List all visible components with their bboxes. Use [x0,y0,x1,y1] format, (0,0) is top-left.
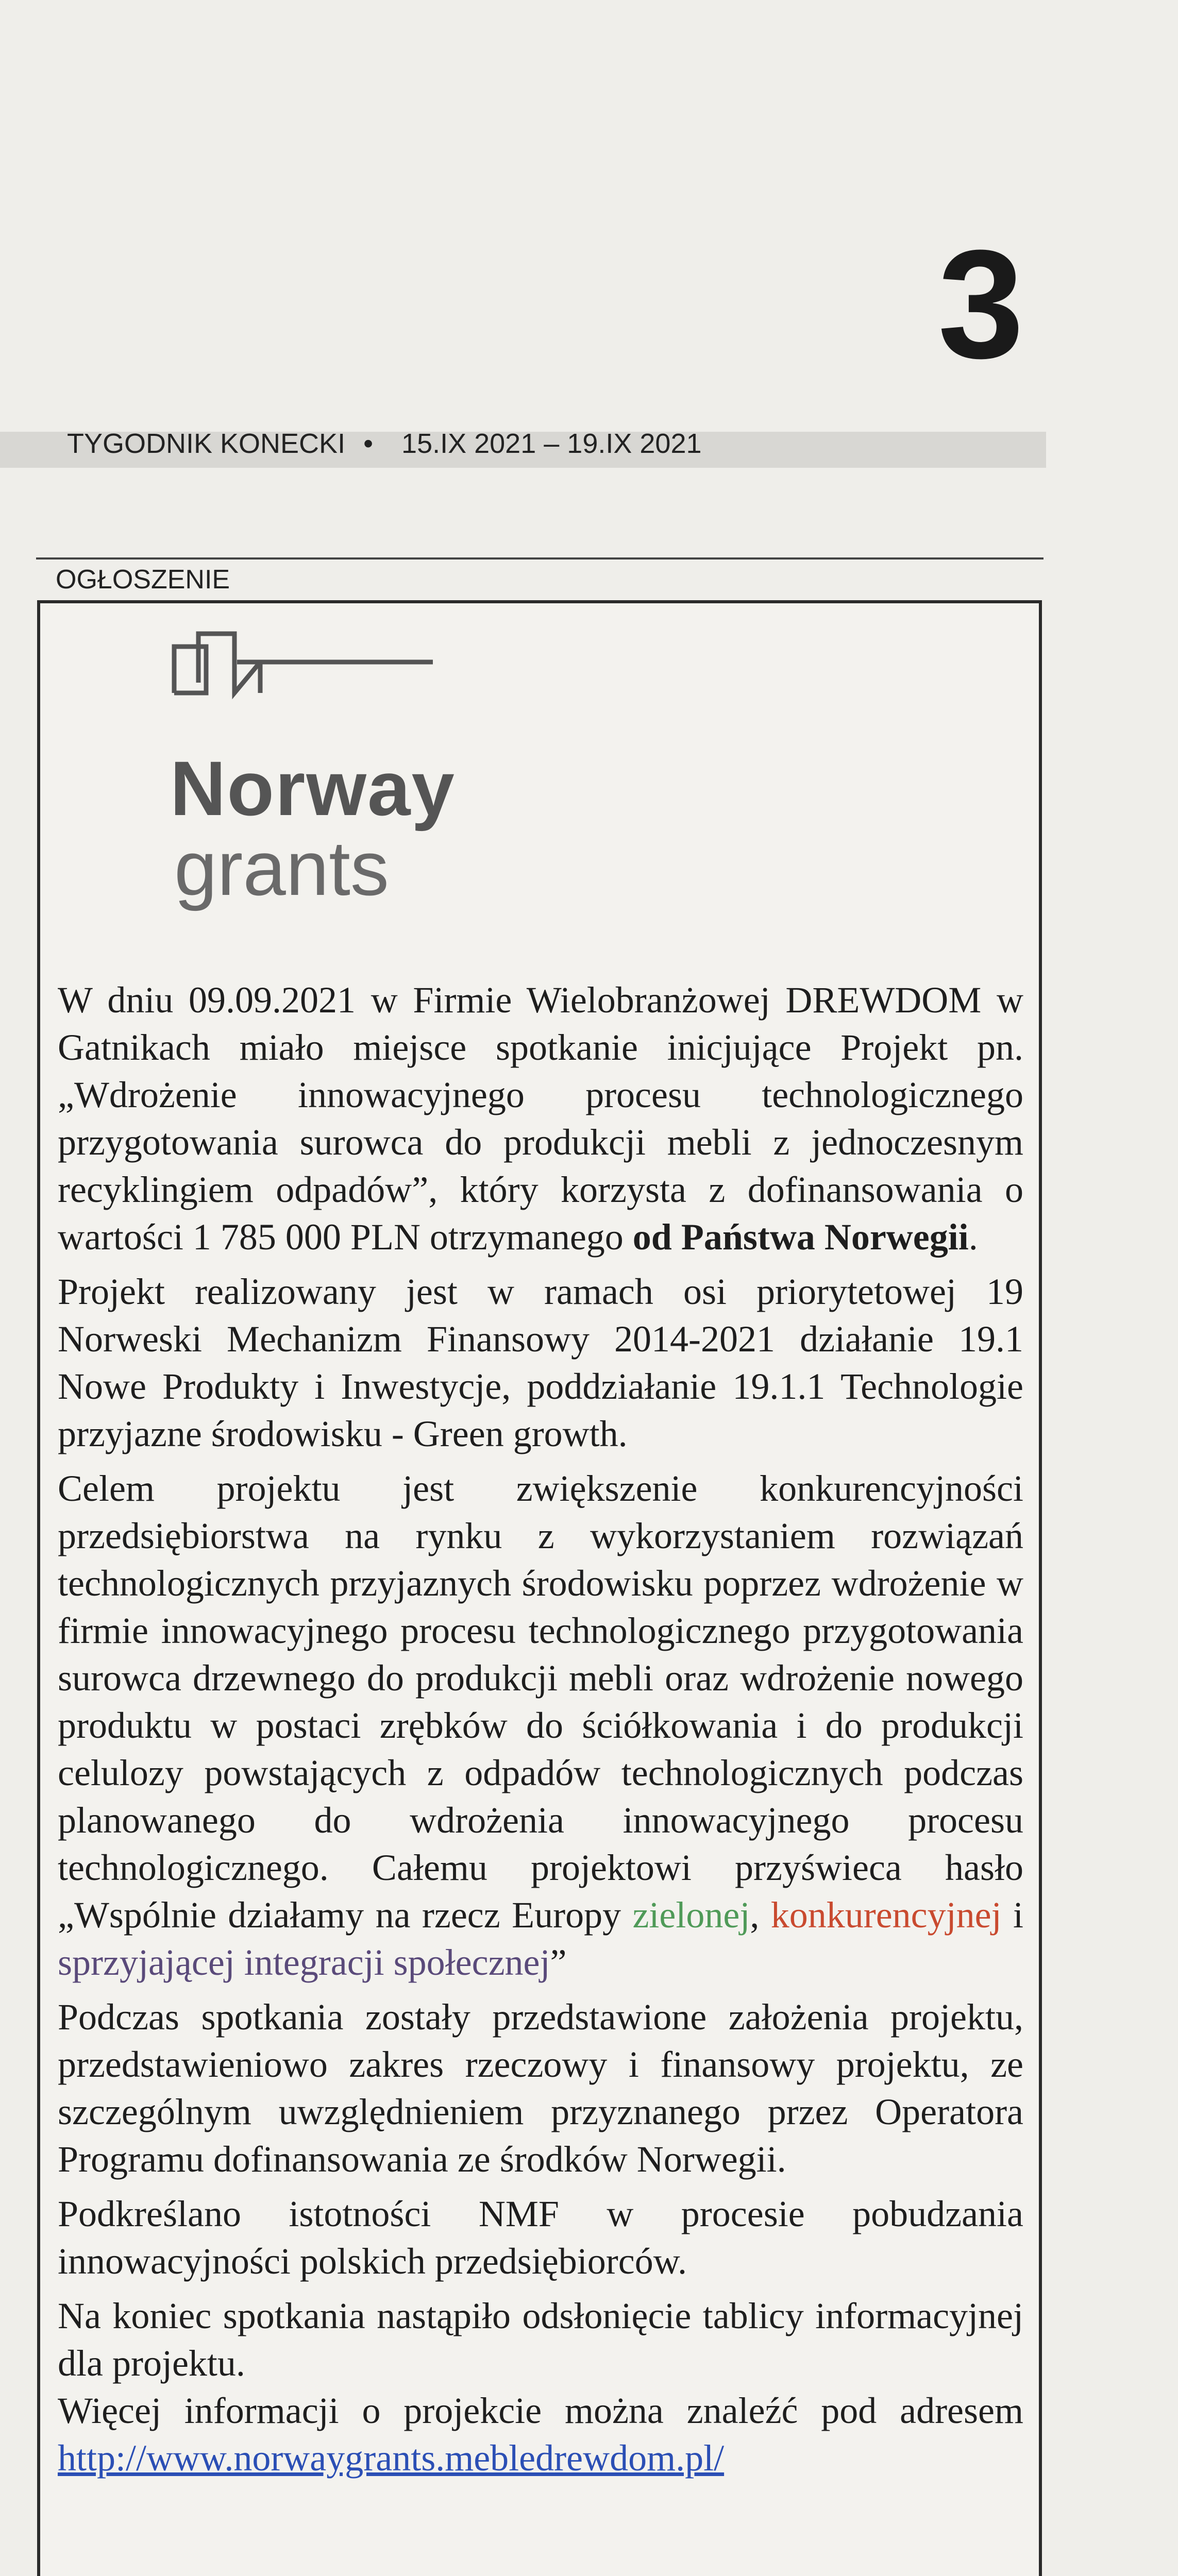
motto-red: konkurencyjnej [770,1894,1002,1936]
paragraph-1: W dniu 09.09.2021 w Firmie Wielobranżowej DREWDOM w Gatnikach miało miejsce spotkanie inicjujące Projekt pn. „Wdrożenie innowacyjnego procesu technologicznego przygotowania surowca do produkcji mebli z jednoczesnym recyklingiem odpadów”, który korzysta z dofinansowania o wartości 1 785 000 PLN otrzymanego od Państwa Norwegii. [58,979,1023,1258]
highlight-funder: od Państwa Norwegii [632,1216,969,1258]
paragraph-6: Na koniec spotkania nastąpiło odsłonięcie tablicy informacyjnej dla projektu. [58,2295,1023,2384]
paragraph-5: Podkreślano istotności NMF w procesie pobudzania innowacyjności polskich przedsiębiorców. [58,2193,1023,2282]
masthead-dates: 15.IX 2021 – 19.IX 2021 [401,428,702,459]
logo-word-grants: grants [174,825,389,911]
masthead-paper: TYGODNIK KONECKI [67,428,346,459]
paragraph-4: Podczas spotkania zostały przedstawione założenia projektu, przedstawieniowo zakres rzeczowy i finansowy projektu, ze szczególnym uwzględnieniem przyznanego przez Operatora Programu dofinansowania ze środków Norwegii. [58,1996,1023,2180]
paragraph-7: Więcej informacji o projekcie można znaleźć pod adresem http://www.norwaygrants.mebledrewdom.pl/ [58,2390,1023,2479]
page-number: 3 [938,217,1024,391]
motto-purple: sprzyjającej integracji społecznej [58,1942,550,1983]
announcement-body [58,976,1023,2489]
section-rule [36,557,1044,560]
motto-green: zielonej [632,1894,750,1936]
paragraph-3: Celem projektu jest zwiększenie konkurencyjności przedsiębiorstwa na rynku z wykorzystaniem rozwiązań technologicznych przyjaznych środowisku poprzez wdrożenie w firmie innowacyjnego procesu technologicznego przygotowania surowca drzewnego do produkcji mebli oraz wdrożenie nowego produktu w postaci zrębków do ściółkowania i do produkcji celulozy powstających z odpadów technologicznych podczas planowanego do wdrożenia innowacyjnego procesu technologicznego. Całemu projektowi przyświeca hasło „Wspólnie działamy na rzecz Europy zielonej, konkurencyjnej i sprzyjającej integracji społecznej” [58,1468,1023,1983]
masthead [67,428,702,460]
masthead-bullet: • [363,428,374,459]
paragraph-2: Projekt realizowany jest w ramach osi priorytetowej 19 Norweski Mechanizm Finansowy 2014-2021 działanie 19.1 Nowe Produkty i Inwestycje, poddziałanie 19.1.1 Technologie przyjazne środowisku - Green growth. [58,1271,1023,1454]
section-label: OGŁOSZENIE [56,565,230,595]
logo-word-norway: Norway [170,745,456,832]
project-website-link[interactable]: http://www.norwaygrants.mebledrewdom.pl/ [58,2437,725,2479]
